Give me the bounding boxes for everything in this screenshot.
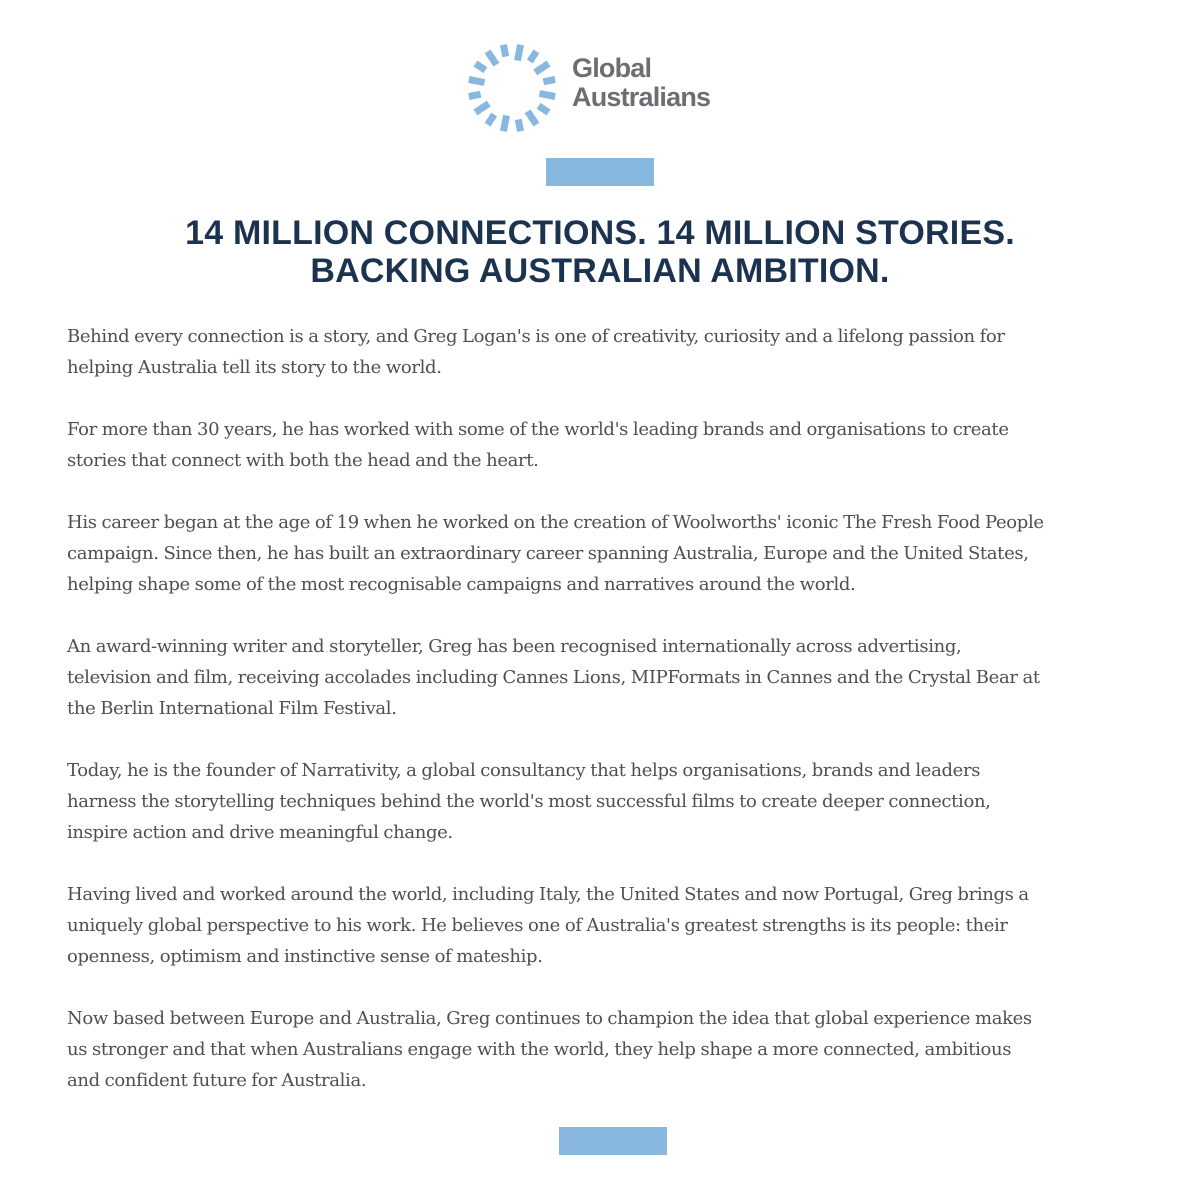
article-body [67, 321, 1177, 1127]
top-accent-bar [546, 158, 654, 186]
logo-ray [475, 104, 488, 113]
body-paragraph [67, 631, 1177, 724]
paragraph-line: For more than 30 years, he has worked with some of the world's leading brands and organisations to create [67, 419, 1009, 440]
paragraph-line: An award-winning writer and storyteller, Greg has been recognised internationally across advertising, [67, 636, 962, 657]
logo-ray [503, 115, 506, 131]
paragraph-line: His career began at the age of 19 when he worked on the creation of Woolworths' iconic The Fresh Food People [67, 512, 1044, 533]
headline-line-2: BACKING AUSTRALIAN AMBITION. [310, 252, 890, 290]
logo-ray [539, 106, 549, 113]
body-paragraph [67, 879, 1177, 972]
paragraph-line: Behind every connection is a story, and Greg Logan's is one of creativity, curiosity and a lifelong passion for [67, 326, 1005, 347]
paragraph-line: us stronger and that when Australians engage with the world, they help shape a more connected, ambitious [67, 1039, 1012, 1060]
paragraph-line: harness the storytelling techniques behind the world's most successful films to create deeper connection, [67, 791, 991, 812]
paragraph-line: Now based between Europe and Australia, Greg continues to champion the idea that global experience makes [67, 1008, 1032, 1029]
logo-ray [488, 115, 495, 125]
logo-ray [469, 94, 481, 96]
body-paragraph [67, 1003, 1177, 1096]
logo-ray [475, 64, 485, 71]
paragraph-line: inspire action and drive meaningful change. [67, 822, 453, 843]
logo-line-2: Australians [572, 82, 711, 112]
paragraph-line: campaign. Since then, he has built an extraordinary career spanning Australia, Europe and the United States, [67, 543, 1029, 564]
paragraph-line: helping shape some of the most recognisable campaigns and narratives around the world. [67, 574, 856, 595]
logo-ray [530, 51, 537, 61]
logo-sunburst-icon [464, 40, 560, 136]
paragraph-line: and confident future for Australia. [67, 1070, 367, 1091]
body-paragraph [67, 414, 1177, 476]
paragraph-line: stories that connect with both the head and the heart. [67, 450, 539, 471]
logo-ray [543, 79, 555, 81]
paragraph-line: uniquely global perspective to his work. He believes one of Australia's greatest strengths is its people: their [67, 915, 1008, 936]
body-paragraph [67, 507, 1177, 600]
paragraph-line: the Berlin International Film Festival. [67, 698, 397, 719]
paragraph-line: helping Australia tell its story to the world. [67, 357, 442, 378]
logo-ray [539, 93, 555, 96]
paragraph-line: Today, he is the founder of Narrativity, a global consultancy that helps organisations, brands and leaders [67, 760, 981, 781]
bottom-accent-bar [559, 1127, 667, 1155]
body-paragraph [67, 321, 1177, 383]
paragraph-line: television and film, receiving accolades including Cannes Lions, MIPFormats in Cannes and the Crystal Bear at [67, 667, 1040, 688]
logo-ray [528, 111, 537, 124]
paragraph-line: Having lived and worked around the world, including Italy, the United States and now Portugal, Greg brings a [67, 884, 1029, 905]
logo-line-1: Global [572, 53, 652, 83]
logo-ray [488, 51, 497, 64]
headline-line-1: 14 MILLION CONNECTIONS. 14 MILLION STORIES. [185, 214, 1015, 252]
global-australians-logo [464, 40, 754, 136]
logo-ray [469, 79, 485, 82]
logo-ray [535, 64, 548, 73]
logo-ray [517, 45, 520, 61]
logo-wordmark [572, 54, 710, 112]
logo-ray [503, 45, 505, 57]
logo-ray [518, 119, 520, 131]
page-headline [40, 214, 1160, 290]
paragraph-line: openness, optimism and instinctive sense of mateship. [67, 946, 543, 967]
body-paragraph [67, 755, 1177, 848]
